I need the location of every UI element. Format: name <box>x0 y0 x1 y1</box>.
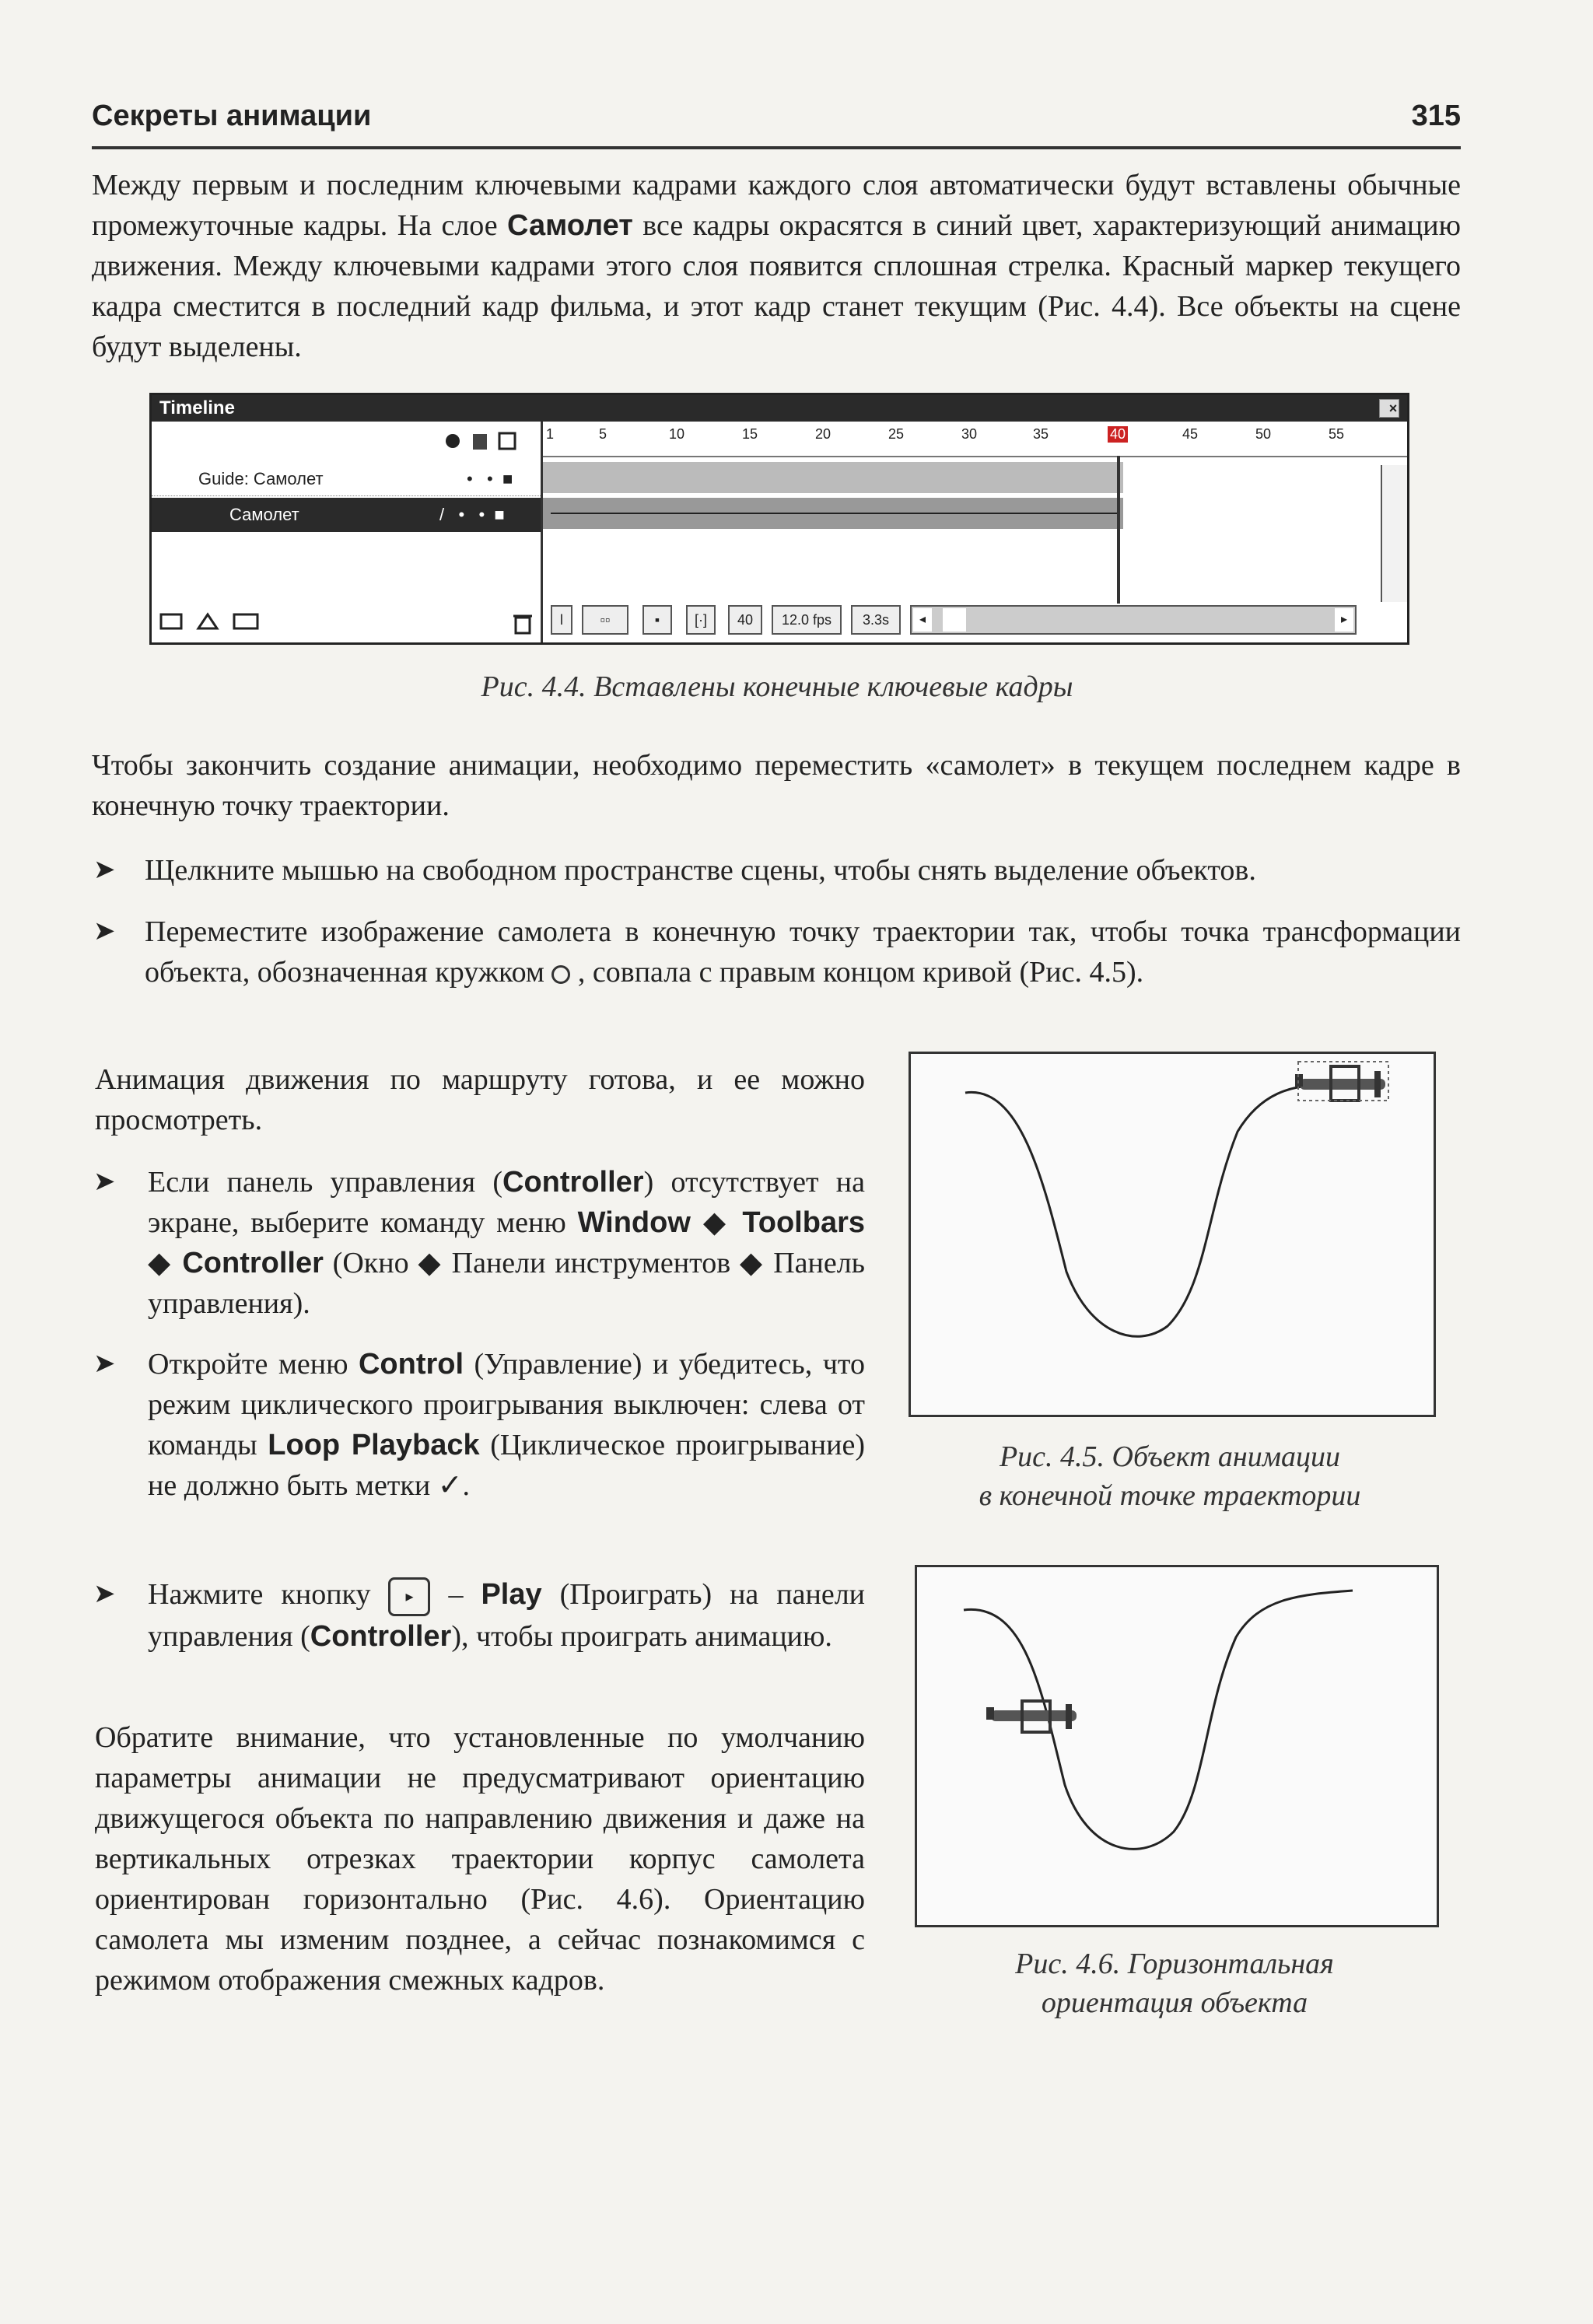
bullet-deselect: Щелкните мышью на свободном пространстве сцены, чтобы снять выделение объектов. <box>145 854 1256 887</box>
center-frame-button[interactable]: ǀ <box>551 605 572 635</box>
visibility-dots: • • ■ <box>467 469 513 488</box>
paragraph-ready: Анимация движения по маршруту готова, и ее можно просмотреть. <box>95 1063 865 1136</box>
figure-4-5 <box>909 1052 1436 1417</box>
running-title: Секреты анимации <box>92 100 372 132</box>
paragraph-finish: Чтобы закончить создание анимации, необходимо переместить «самолет» в текущем последнем кадре в конечную точку траектории. <box>92 749 1461 822</box>
bold-layer-name: Самолет <box>507 209 633 242</box>
add-folder-icon <box>234 614 257 628</box>
airplane-icon <box>1295 1066 1385 1101</box>
page-number: 315 <box>1411 100 1461 132</box>
add-guide-icon <box>198 614 217 628</box>
layer-buttons[interactable] <box>159 610 276 633</box>
scroll-right-icon: ▸ <box>1335 608 1353 632</box>
airplane-layer-label: Самолет <box>229 505 299 524</box>
bullet-marker: ➤ <box>93 856 116 884</box>
trash-icon[interactable] <box>511 611 534 635</box>
time-field: 3.3s <box>851 605 901 635</box>
figure-4-5-caption: Рис. 4.5. Объект анимации в конечной точке траектории <box>979 1440 1361 1512</box>
timeline-title-bar: Timeline × <box>152 395 1407 422</box>
guide-frames[interactable] <box>543 462 1123 493</box>
bullet-marker: ➤ <box>93 1349 116 1378</box>
bullet-control-menu: Откройте меню Control (Управление) и убедитесь, что режим циклического проигрывания выключен: слева от команды Loop Playback (Циклическое проигрывание) не должно быть метки ✓. <box>148 1348 865 1502</box>
eye-icon <box>446 434 460 448</box>
layer-row-guide[interactable] <box>152 462 541 496</box>
circle-icon <box>551 965 570 984</box>
layer-list <box>152 422 543 642</box>
airplane-icon <box>986 1701 1077 1732</box>
bullet-marker: ➤ <box>93 917 116 946</box>
pencil-icon: / • • ■ <box>439 505 505 524</box>
close-icon[interactable]: × <box>1379 399 1399 418</box>
motion-path-mid <box>917 1567 1437 1925</box>
tween-arrow <box>551 513 1117 514</box>
outline-icon <box>499 433 515 449</box>
play-button-icon: ▸ <box>388 1577 430 1616</box>
horizontal-scrollbar[interactable] <box>910 605 1357 635</box>
bullet-move-plane: Переместите изображение самолета в конечную точку траектории так, чтобы точка трансформации объекта, обозначенная кружком , совпала с правым концом кривой (Рис. 4.5). <box>145 915 1461 989</box>
timeline-panel <box>149 393 1409 645</box>
frame-ruler: 1 5 10 15 20 25 30 35 40 45 50 55 <box>543 422 1407 457</box>
figure-4-6-caption: Рис. 4.6. Горизонтальная ориентация объекта <box>1015 1948 1334 2019</box>
bullet-marker: ➤ <box>93 1167 116 1196</box>
figure-4-6 <box>915 1565 1439 1927</box>
fps-field: 12.0 fps <box>772 605 842 635</box>
bullet-controller: Если панель управления (Controller) отсутствует на экране, выберите команду меню Window ◆ Toolbars ◆ Controller (Окно ◆ Панели инструментов ◆ Панель управления). <box>148 1166 866 1320</box>
figure-4-4-caption: Рис. 4.4. Вставлены конечные ключевые кадры <box>481 670 1073 703</box>
onion-skin-button[interactable]: ▫▫ <box>582 605 628 635</box>
playhead-marker: 40 <box>1108 426 1128 443</box>
airplane-frames[interactable] <box>543 498 1123 529</box>
layer-row-airplane[interactable] <box>152 498 541 532</box>
intro-paragraph: Между первым и последним ключевыми кадрами каждого слоя автоматически будут вставлены обычные промежуточные кадры. На слое Самолет все кадры окрасятся в синий цвет, характеризующий анимацию движения. Между ключевыми кадрами этого слоя появится сплошная стрелка. Красный маркер текущего кадра сместится в последний кадр фильма, и этот кадр станет текущим (Рис. 4.4). Все объекты на сцене будут выделены. <box>92 169 1461 363</box>
add-layer-icon <box>161 614 181 628</box>
vertical-scrollbar[interactable] <box>1381 465 1407 602</box>
scroll-thumb <box>943 608 966 632</box>
motion-path-curve <box>965 1085 1323 1336</box>
paragraph-orientation: Обратите внимание, что установленные по умолчанию параметры анимации не предусматривают ориентацию движущегося объекта по направлению движения и даже на вертикальных отрезках траектории корпус самолета ориентирован горизонтально (Рис. 4.6). Ориентацию самолета мы изменим позднее, а сейчас познакомимся с режимом отображения смежных кадров. <box>95 1721 865 1997</box>
bullet-marker: ➤ <box>93 1580 116 1608</box>
edit-multiple-button[interactable]: [·] <box>686 605 716 635</box>
frame-area[interactable] <box>543 422 1407 642</box>
current-frame-field: 40 <box>728 605 762 635</box>
scroll-left-icon: ◂ <box>913 608 932 632</box>
onion-outline-button[interactable]: ▪ <box>642 605 672 635</box>
page-header <box>92 100 1461 149</box>
motion-path-end <box>911 1054 1434 1415</box>
lock-icon <box>473 434 487 450</box>
bullet-play: Нажмите кнопку ▸ – Play (Проиграть) на панели управления (Controller), чтобы проиграть анимацию. <box>148 1578 865 1654</box>
playhead-line <box>1117 456 1120 604</box>
layer-header-icons <box>443 429 537 453</box>
guide-layer-label: Guide: Самолет <box>198 469 324 488</box>
